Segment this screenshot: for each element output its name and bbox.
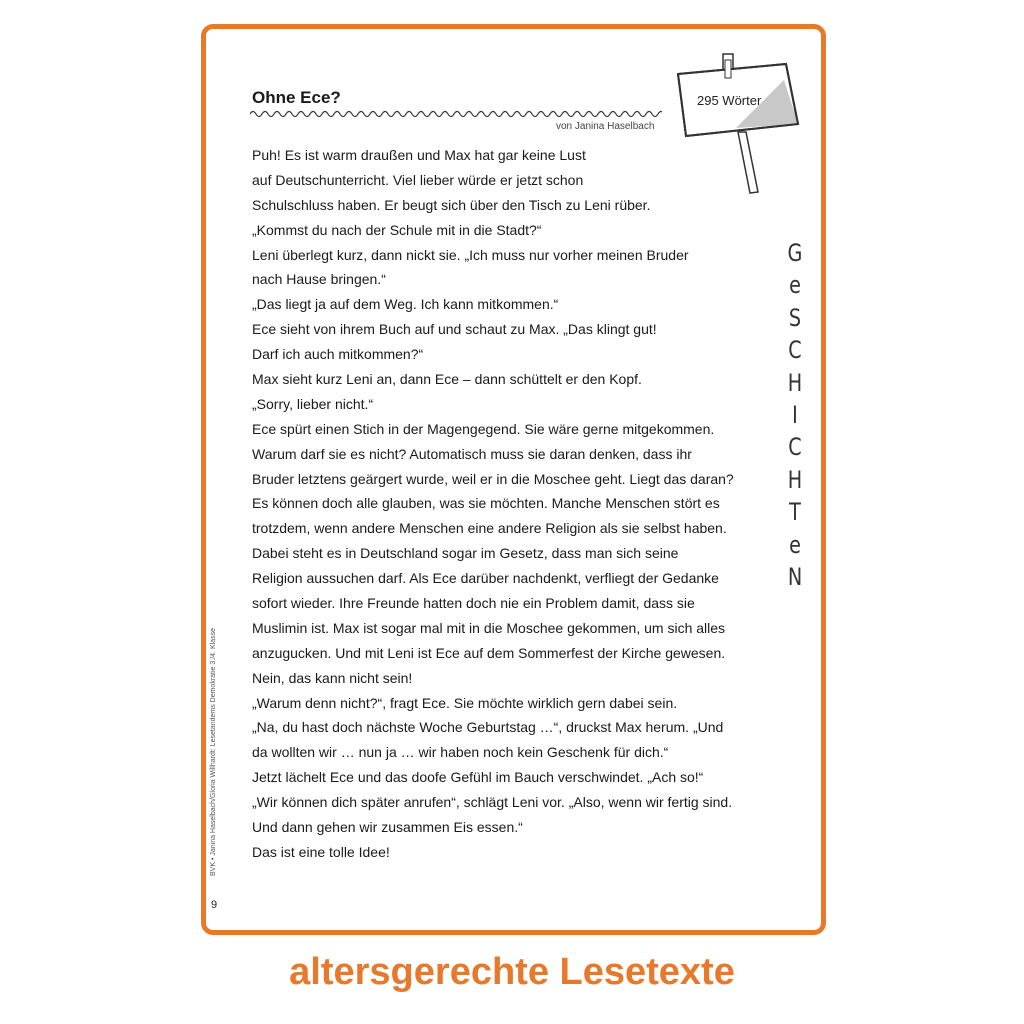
side-credit: BVK • Janina Haselbach/Gloria Willhardt: Lesetandems Demokratie 3./4. Klasse (210, 628, 217, 876)
vertical-letter: H (787, 368, 803, 397)
story-line: trotzdem, wenn andere Menschen eine andere Religion als sie selbst haben. (252, 520, 727, 537)
story-line: „Das liegt ja auf dem Weg. Ich kann mitkommen.“ (252, 296, 559, 313)
story-line: Jetzt lächelt Ece und das doofe Gefühl im Bauch verschwindet. „Ach so!“ (252, 769, 704, 786)
vertical-letter: H (787, 465, 803, 494)
story-line: Ece spürt einen Stich in der Magengegend. Sie wäre gerne mitgekommen. (252, 420, 715, 437)
story-line: Ece sieht von ihrem Buch auf und schaut zu Max. „Das klingt gut! (252, 321, 657, 338)
story-line: Puh! Es ist warm draußen und Max hat gar keine Lust (252, 147, 586, 163)
story-line: nach Hause bringen.“ (252, 271, 386, 288)
word-count-label: 295 Wörter (697, 93, 762, 108)
story-line: Das ist eine tolle Idee! (252, 843, 390, 860)
story-line: sofort wieder. Ihre Freunde hatten doch nie ein Problem damit, dass sie (252, 595, 695, 612)
vertical-letter: C (788, 336, 802, 365)
story-line: Dabei steht es in Deutschland sogar im Gesetz, dass man sich seine (252, 545, 679, 562)
story-line: Und dann gehen wir zusammen Eis essen.“ (252, 819, 523, 836)
story-line: „Wir können dich später anrufen“, schlägt Leni vor. „Also, wenn wir fertig sind. (252, 794, 733, 811)
story-line: Muslimin ist. Max ist sogar mal mit in die Moschee gekommen, um sich alles (252, 619, 726, 636)
story-line: Darf ich auch mitkommen?“ (252, 346, 424, 363)
vertical-letter: N (787, 562, 803, 591)
story-line: Religion aussuchen darf. Als Ece darüber nachdenkt, verfliegt der Gedanke (252, 570, 719, 587)
story-line: Es können doch alle glauben, was sie möchten. Manche Menschen stört es (252, 495, 720, 512)
story-line: Bruder letztens geärgert wurde, weil er in die Moschee geht. Liegt das daran? (252, 470, 734, 487)
vertical-letter: C (788, 433, 802, 462)
story-line: auf Deutschunterricht. Viel lieber würde er jetzt schon (252, 171, 584, 188)
story-line: Schulschluss haben. Er beugt sich über den Tisch zu Leni rüber. (252, 196, 651, 213)
story-line: Nein, das kann nicht sein! (252, 669, 413, 686)
vertical-letter: e (789, 271, 801, 300)
story-line: „Kommst du nach der Schule mit in die Stadt?“ (252, 221, 542, 238)
story-line: „Warum denn nicht?“, fragt Ece. Sie möchte wirklich gern dabei sein. (252, 694, 678, 711)
vertical-letter: e (789, 530, 801, 559)
vertical-letter: I (792, 400, 798, 429)
story-line: Max sieht kurz Leni an, dann Ece – dann schüttelt er den Kopf. (252, 371, 642, 388)
story-title: Ohne Ece? (252, 88, 341, 107)
page-number: 9 (211, 899, 218, 911)
vertical-letter: T (789, 498, 801, 527)
story-line: Warum darf sie es nicht? Automatisch muss sie daran denken, dass ihr (252, 445, 692, 462)
vertical-letter: G (787, 239, 803, 267)
story-line: anzugucken. Und mit Leni ist Ece auf dem Sommerfest der Kirche gewesen. (252, 644, 726, 661)
story-line: „Sorry, lieber nicht.“ (252, 395, 374, 412)
wavy-underline (250, 108, 662, 120)
author-byline: von Janina Haselbach (556, 121, 655, 132)
story-line: da wollten wir … nun ja … wir haben noch kein Geschenk für dich.“ (252, 744, 669, 761)
vertical-letter: S (788, 303, 802, 332)
story-line: „Na, du hast doch nächste Woche Geburtstag …“, druckst Max herum. „Und (252, 719, 724, 736)
promo-caption: altersgerechte Lesetexte (289, 951, 735, 993)
story-line: Leni überlegt kurz, dann nickt sie. „Ich muss nur vorher meinen Bruder (252, 246, 689, 263)
vertical-genre-word (784, 237, 806, 593)
story-text (252, 143, 734, 865)
